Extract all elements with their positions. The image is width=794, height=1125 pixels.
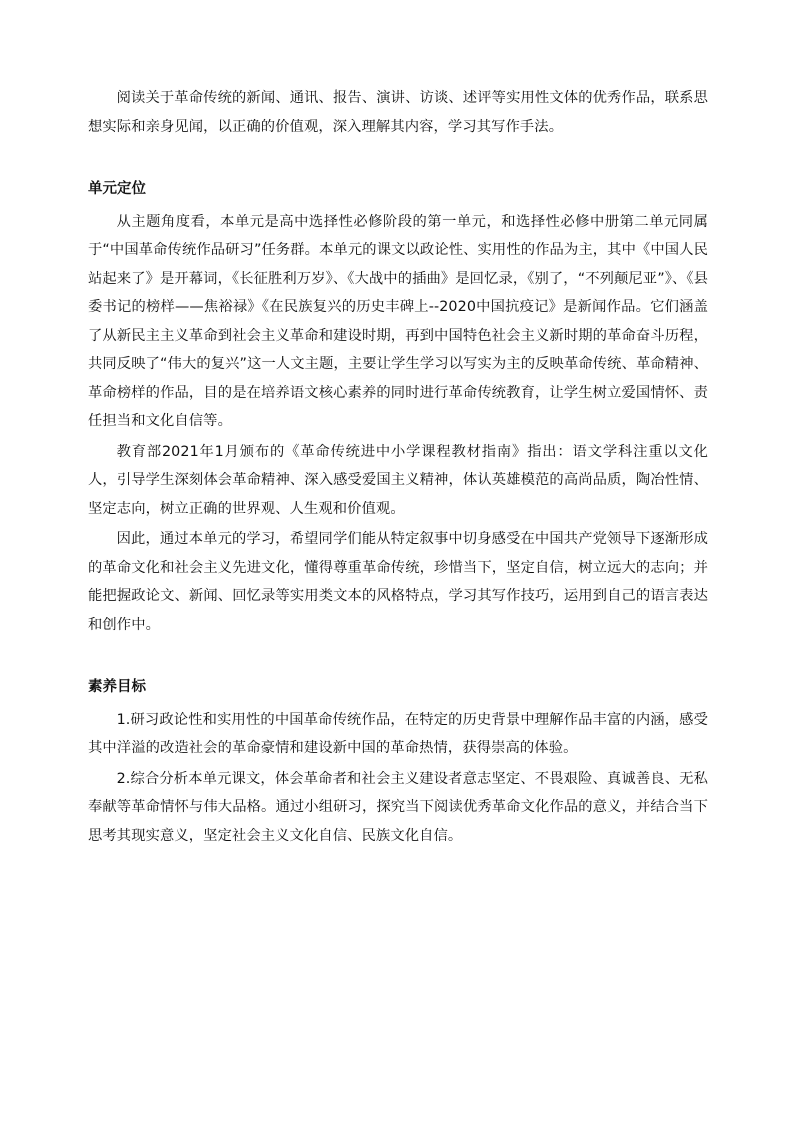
section-literacy-goals [88, 673, 708, 850]
section-heading-unit-positioning: 单元定位 [88, 181, 146, 197]
goal-item: 1.研习政论性和实用性的中国革命传统作品，在特定的历史背景中理解作品丰富的内涵，感受其中洋溢的改造社会的革命豪情和建设新中国的革命热情，获得崇高的体验。 [88, 711, 708, 756]
document-page [88, 84, 708, 884]
section-heading-literacy-goals: 素养目标 [88, 679, 146, 695]
body-paragraph: 从主题角度看，本单元是高中选择性必修阶段的第一单元，和选择性必修中册第二单元同属于“中国革命传统作品研习”任务群。本单元的课文以政论性、实用性的作品为主，其中《中国人民站起来了》是开幕词，《长征胜利万岁》、《大战中的插曲》是回忆录，《别了，“不列颠尼亚”》、《县委书记的榜样——焦裕禄》《在民族复兴的历史丰碑上--2020中国抗疫记》是新闻作品。它们涵盖了从新民主主义革命到社会主义革命和建设时期，再到中国特色社会主义新时期的革命奋斗历程，共同反映了“伟大的复兴”这一人文主题，主要让学生学习以写实为主的反映革命传统、革命精神、革命榜样的作品，目的是在培养语文核心素养的同时进行革命传统教育，让学生树立爱国情怀、责任担当和文化自信等。 [88, 213, 708, 429]
section-unit-positioning [88, 175, 708, 639]
goal-item: 2.综合分析本单元课文，体会革命者和社会主义建设者意志坚定、不畏艰险、真诚善良、无私奉献等革命情怀与伟大品格。通过小组研习，探究当下阅读优秀革命文化作品的意义，并结合当下思考其现实意义，坚定社会主义文化自信、民族文化自信。 [88, 770, 708, 844]
body-paragraph: 因此，通过本单元的学习，希望同学们能从特定叙事中切身感受在中国共产党领导下逐渐形成的革命文化和社会主义先进文化，懂得尊重革命传统，珍惜当下，坚定自信，树立远大的志向；并能把握政论文、新闻、回忆录等实用类文本的风格特点，学习其写作技巧，运用到自己的语言表达和创作中。 [88, 531, 708, 633]
body-paragraph: 教育部2021年1月颁布的《革命传统进中小学课程教材指南》指出：语文学科注重以文化人，引导学生深刻体会革命精神、深入感受爱国主义精神，体认英雄模范的高尚品质，陶冶性情、坚定志向，树立正确的世界观、人生观和价值观。 [88, 443, 708, 517]
intro-paragraph: 阅读关于革命传统的新闻、通讯、报告、演讲、访谈、述评等实用性文体的优秀作品，联系思想实际和亲身见闻，以正确的价值观，深入理解其内容，学习其写作手法。 [88, 90, 708, 135]
